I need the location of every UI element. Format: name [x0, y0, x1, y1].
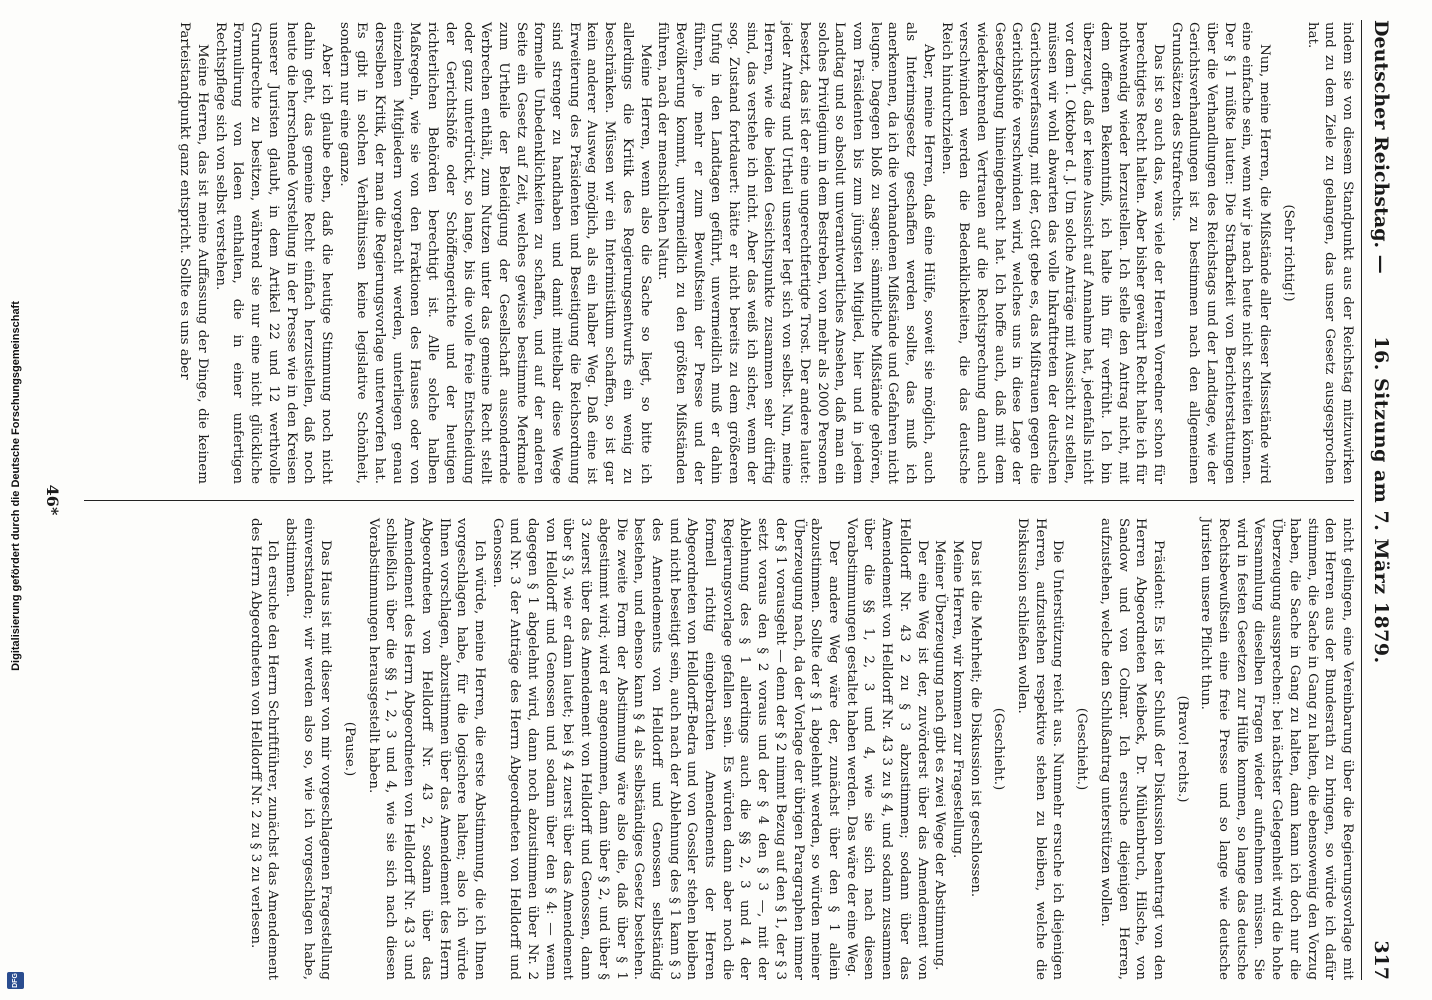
paragraph: Meine Herren, wir kommen zur Fragestellung. [949, 540, 965, 859]
paragraph: Die Unterstützung reicht aus. Nunmehr ersuche ich diejenigen Herren, aufzustehen respektive stehen zu bleiben, welche die Diskussion schließen wollen. [1015, 518, 1066, 980]
paragraph: Ich ersuche den Herrn Schriftführer, zunächst das Amendement des Herrn Abgeordneten von Helldorff Nr. 2 zu § 3 zu verlesen. [247, 518, 281, 980]
header-rule [1361, 20, 1362, 980]
paragraph: Meine Herren, wenn also die Sache so liegt, so bitte ich allerdings die Kritik des Regierungsentwurfs ein wenig zu beschränken. Müssen wir ein Interimistikum schaffen, so ist gar kein anderer Ausweg möglich, als ein halber Weg. Daß eine ist Erweiterung des Präsidenten und Beseitigung die Reichsordnung sind strenger zu handhaben und damit mittelbar diese Wege formelle Unbedenklichkeiten zu schaffen, und auf der anderen Seite ein Gesetz auf Zeit, welches gewisse bestimmte Merkmale zum Urtheile der Beleidigung der Gesellschaft aussondernde Verbrechen enthält, zum Nutzen unter das gemeine Recht stellt oder ganz unterdrückt, so lange, bis die volle freie Entscheidung der Gerichtshöfe oder Schöffengerichte und der heutigen richterlichen Behörden berechtigt ist. Alle solche halben Maßregeln, wie sie von den Fraktionen des Hauses oder von einzelnen Mitgliedern vorgebracht werden, unterliegen genau derselben Kritik, der man die Regierungsvorlage unterworfen hat. Es gibt in solchen Verhältnissen keine legislative Schönheit, sondern nur eine ganze. [336, 22, 653, 484]
column-divider [84, 500, 1354, 501]
paragraph: Das ist die Mehrheit; die Diskussion ist geschlossen. [967, 540, 983, 898]
paragraph: Aber, meine Herren, daß eine Hülfe, soweit sie möglich, auch als Interimsgesetz geschaffen werden sollte, das muß ich anerkennen, da ich die vorhandenen Mißstände und Gefahren nicht leugne. Dagegen bloß zu sagen: sämmtliche Mißstände gehören, vom Präsidenten bis zum jüngsten Mitglied, hier und in jedem Landtag und so absolut unverantwortliches Ansehen, daß man ein solches Privilegium in dem Bestreben, von mehr als 2000 Personen besetzt, das ist der eine ungerechtfertigte Trost. Der andere lautet: jeder Antrag und Urtheil unserer legt sich von selbst. Nun, meine Herren, wie die beiden Gesichtspunkte zusammen sehr dürftig sind, das verstehe ich nicht. Aber das weiß ich sicher, wenn der sog. Zustand fortdauert: hätte er nicht bereits zu dem größeren Unfug in den Landtagen geführt, unvermeidlich muß er dahin führen, je mehr er zum Bewußtsein der Presse und der Bevölkerung kommt, unvermeidlich zu den größten Mißständen führen, nach der menschlichen Natur. [655, 22, 936, 484]
footer-credit: Digitalisierung gefördert durch die Deutsche Forschungsgemeinschaft [10, 301, 22, 671]
paragraph: Meiner Überzeugung nach gibt es zwei Wege der Abstimmung. [932, 540, 948, 971]
header-center: 16. Sitzung am 7. März 1879. [1370, 336, 1392, 664]
header-left: Deutscher Reichstag. — [1370, 20, 1392, 274]
dfg-logo-icon: DFG [7, 972, 24, 989]
rotated-page-content [12, 0, 1402, 1000]
paragraph: Ich würde, meine Herren, die erste Abstimmung, die ich Ihnen vorgeschlagen habe, für die logischere halten; also ich würde Ihnen vorschlagen, abzustimmen über das Amendement des Herrn Abgeordneten von Helldorff Nr. 43 2, sodann über das Amendement des Herrn Abgeordneten von Helldorff Nr. 43 3 und schließlich über die §§ 1, 2, 3 und 4, wie sie sich nach diesen Vorabstimmungen herausgestellt haben. [365, 518, 487, 980]
left-column [176, 22, 1356, 484]
paragraph: Der andere Weg wäre der, zunächst über den § 1 allein abzustimmen. Sollte der § 1 abgelehnt werden, so würden meiner Überzeugung nach, da der Vorlage der übrigen Paragraphen immer der § 1 vorausgeht — denn der § 2 nimmt Bezug auf den § 1, der § 3 setzt voraus den § 2 voraus und der § 4 den § 3 —, mit der Ablehnung des § 1 allerdings auch die §§ 2, 3 und 4 der Regierungsvorlage gefallen sein. Es würden dann aber noch die formell richtig eingebrachten Amendements der Herren Abgeordneten von Helldorff-Bedra und von Gossler stehen bleiben und nicht beseitigt sein, auch nach der Ablehnung des § 1 kann § 3 des Amendements von Helldorff und Genossen selbständig bestehen, und ebenso kann § 4 als selbständiges Gesetz bestehen. Die zweite Form der Abstimmung wäre also die, daß über § 1 abgestimmt wird; wird er angenommen, dann über § 2, und über § 3 zuerst über das Amendement von Helldorff und Genossen, dann über § 3, wie er dann lautet; bei § 4 zuerst über das Amendement von Helldorff und Genossen und sodann über den § 4: — wenn dagegen § 1 abgelehnt wird, dann noch abzustimmen über Nr. 2 und Nr. 3 der Anträge des Herrn Abgeordneten von Helldorff und Genossen. [489, 518, 842, 980]
digitization-footer [0, 0, 32, 1000]
right-column [246, 518, 1356, 980]
paragraph: Der eine Weg ist der, zuvörderst über das Amendement von Helldorff Nr. 43 2 zu § 3 abzustimmen; sodann über das Amendement von Helldorff Nr. 43 3 zu § 4, und sodann zusammen über die §§ 1, 2, 3 und 4, wie sie sich nach diesen Vorabstimmungen gestaltet haben werden. Das wäre der eine Weg. [843, 518, 930, 980]
paragraph: (Geschieht.) [991, 707, 1007, 791]
paragraph: (Sehr richtig!) [1280, 204, 1296, 302]
paragraph: indem sie von diesem Standpunkt aus der Reichstag mitzuwirken und zu dem Ziele zu gelangen, das unser Gesetz ausgesprochen hat. [1304, 22, 1355, 484]
paragraph: (Pause.) [342, 721, 358, 777]
page-number: 317 [1370, 940, 1392, 980]
paragraph: (Geschieht.) [1074, 707, 1090, 791]
paragraph: nicht gelingen, eine Vereinbarung über die Regierungsvorlage mit den Herren aus der Bundesrath zu bringen, so würde ich dafür stimmen, die Sache in Gang zu halten, die ebensowenig den Vorzug haben, die Sache in Gang zu halten, dann kann ich doch nur die Überzeugung aussprechen: bei nächster Gelegenheit wird die hohe Versammlung dieselben Fragen wieder aufnehmen müssen. Sie wird in festen Gesetzen zur Hülfe kommen, so lange das deutsche Rechtsbewußtsein eine freie Presse und so lange wie deutsche Juristen unsere Pflicht thun. [1198, 518, 1355, 980]
signature-mark: 46* [43, 484, 62, 516]
paragraph: Das ist so auch das, was viele der Herren Vorredner schon für berechtigtes Recht halten. Aber bisher gewährt Recht halte ich für nothwendig wieder herzustellen. Ich stelle den Antrag nicht, mit dem offenen Bekenntniß, ich halte ihn für verfrüht. Ich bin überzeugt, daß er keine Aussicht auf Annahme hat, jedenfalls nicht vor dem 1. Oktober d. J. Um solche Anträge mit Aussicht zu stellen, müssen wir wohl abwarten das volle Inkrafttreten der deutschen Gerichtsverfassung, mit der, Gott gebe es, das Mißtrauen gegen die Gerichtshöfe verschwinden wird, welches uns in diese Lage der Gesetzgebung hineingebracht hat. Ich hoffe auch, daß mit dem wiederkehrenden Vertrauen auf die Rechtsprechung dann auch verschwinden werden die Bedenklichkeiten, die das deutsche Reich hindurchziehen. [938, 22, 1166, 484]
running-header [1366, 20, 1396, 980]
paragraph: Nun, meine Herren, die Mißstände aller dieser Missstände wird eine einfache sein, wenn wir je nach heute nicht schreiten können. Der § 1 müßte lauten: Die Strafbarkeit von Berichterstattungen über die Verhandlungen des Reichstags und der Landtage, wie der Gerichtsverhandlungen ist zu bestimmen nach den allgemeinen Grundsätzen des Strafrechts. [1168, 22, 1273, 484]
paragraph: (Bravo! rechts.) [1174, 695, 1190, 803]
paragraph: Aber ich glaube eben, daß die heutige Stimmung noch nicht dahin geht, das gemeine Recht einfach herzustellen, daß noch heute die herrschende Vorstellung in der Presse wie in den Kreisen unserer Juristen glaubt, in dem Artikel 22 und 12 werthvolle Grundrechte zu besitzen, während sie nur eine nicht glückliche Formulirung von Ideen enthalten, die in einer unfertigen Rechtspflege sich von selbst verstehen. [212, 22, 334, 484]
paragraph: Das Haus ist mit dieser von mir vorgeschlagenen Fragestellung einverstanden; wir werden also so, wie ich vorgeschlagen habe, abstimmen. [282, 518, 334, 980]
paragraph: Meine Herren, das ist meine Auffassung der Dinge, die keinem Parteistandpunkt ganz entspricht. Sollte es uns aber [177, 22, 210, 484]
paragraph: Präsident: Es ist der Schluß der Diskussion beantragt von den Herren Abgeordneten Meibeck, Dr. Mühlenbruch, Hilsche, von Sandow und von Colmar. Ich ersuche diejenigen Herren, aufzustehen, welche den Schlußantrag unterstützen wollen. [1097, 518, 1166, 980]
